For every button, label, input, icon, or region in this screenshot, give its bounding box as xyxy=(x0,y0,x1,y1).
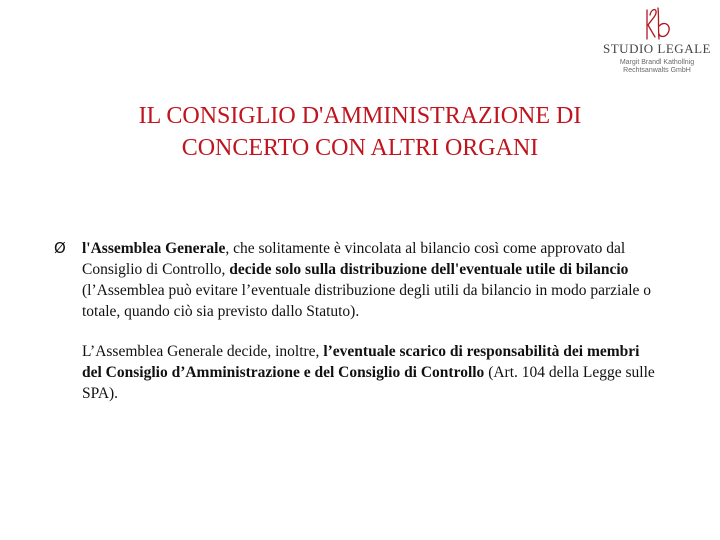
paragraph-text: , che solitamente è vincolata al bilancio così come approvato dal Consiglio di Controllo, xyxy=(82,240,626,278)
logo-subtitle-1: Margit Brandl Kathollnig xyxy=(619,59,695,66)
arrow-bullet-icon: Ø xyxy=(54,239,66,257)
title-line-2: CONCERTO CON ALTRI ORGANI xyxy=(181,135,539,161)
bold-phrase: decide solo sulla distribuzione dell'eventuale utile di bilancio xyxy=(229,261,629,278)
slide-body xyxy=(52,238,662,404)
title-line-1: IL CONSIGLIO D'AMMINISTRAZIONE DI xyxy=(138,103,582,129)
logo-subtitle-2: Rechtsanwalts GmbH xyxy=(623,67,691,74)
bold-phrase: l’eventuale scarico di responsabilità dei membri del Consiglio d’Amministrazione e del Consiglio di Controllo xyxy=(82,343,640,381)
paragraph-text: (Art. 104 della Legge sulle SPA). xyxy=(82,364,655,402)
logo-name: STUDIO LEGALE xyxy=(603,41,711,56)
bullet-paragraph xyxy=(52,238,662,322)
kb-monogram-icon xyxy=(635,6,679,42)
slide-title xyxy=(40,100,680,164)
paragraph-text: L’Assemblea Generale decide, inoltre, xyxy=(82,343,324,360)
second-paragraph xyxy=(52,341,662,404)
firm-logo xyxy=(598,6,716,76)
bold-phrase: l'Assemblea Generale xyxy=(82,240,226,257)
paragraph-text: (l’Assemblea può evitare l’eventuale distribuzione degli utili da bilancio in modo parziale o totale, quando ciò sia previsto dallo Statuto). xyxy=(82,282,652,320)
